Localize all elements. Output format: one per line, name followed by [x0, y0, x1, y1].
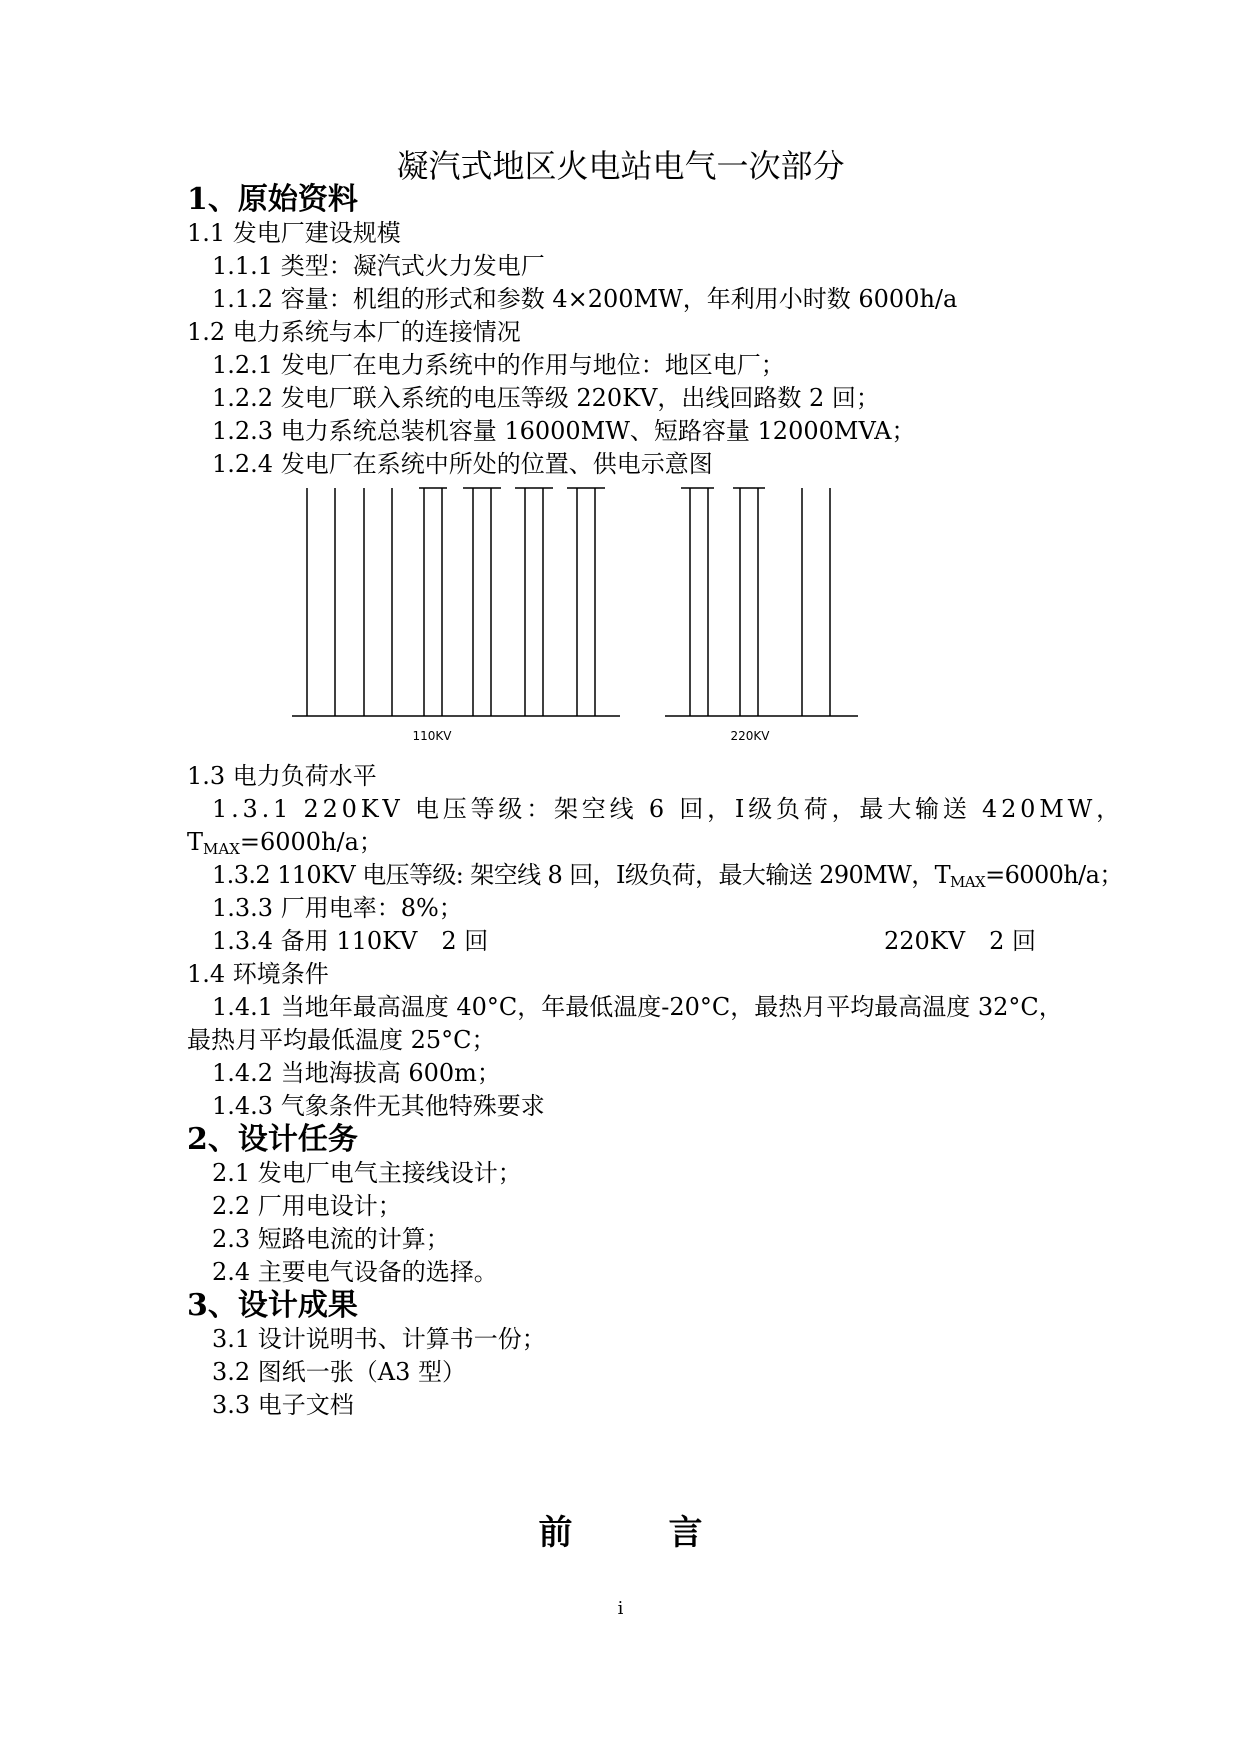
item-2-1: 2.1 发电厂电气主接线设计；: [212, 1159, 522, 1187]
item-1-2-4: 1.2.4 发电厂在系统中所处的位置、供电示意图: [212, 450, 713, 478]
item-1-4-1-cont: 最热月平均最低温度 25°C；: [187, 1026, 496, 1054]
item-2-3: 2.3 短路电流的计算；: [212, 1225, 450, 1253]
section-1-1-heading: 1.1 发电厂建设规模: [187, 219, 401, 247]
item-1-4-3: 1.4.3 气象条件无其他特殊要求: [212, 1092, 545, 1120]
section-2-heading: 2、设计任务: [187, 1122, 358, 1157]
item-1-2-2: 1.2.2 发电厂联入系统的电压等级 220KV，出线回路数 2 回；: [212, 384, 880, 412]
item-3-2: 3.2 图纸一张（A3 型）: [212, 1358, 467, 1386]
foreword-char-1: 前: [538, 1513, 573, 1553]
item-1-4-2: 1.4.2 当地海拔高 600m；: [212, 1059, 501, 1087]
section-1-heading: 1、原始资料: [187, 182, 358, 217]
section-3-heading: 3、设计成果: [187, 1288, 358, 1323]
item-1-3-2: 1.3.2 110KV 电压等级: 架空线 8 回，Ⅰ级负荷，最大输送 290MW，$T_{MAX}=6000h/a$；: [212, 861, 1123, 891]
section-1-2-heading: 1.2 电力系统与本厂的连接情况: [187, 318, 521, 346]
foreword-heading: [0, 1505, 1241, 1554]
section-1-3-heading: 1.3 电力负荷水平: [187, 762, 377, 790]
document-title: 凝汽式地区火电站电气一次部分: [396, 147, 845, 185]
item-1-1-2: 1.1.2 容量：机组的形式和参数 4×200MW，年利用小时数 6000h/a: [212, 285, 958, 313]
item-1-4-1: 1.4.1 当地年最高温度 40°C，年最低温度-20°C，最热月平均最高温度 32°C，: [212, 993, 1063, 1021]
item-1-3-1: 1.3.1 220KV 电压等级：架空线 6 回，Ⅰ级负荷，最大输送 420MW，: [212, 795, 1124, 823]
section-1-4-heading: 1.4 环境条件: [187, 960, 329, 988]
item-3-3: 3.3 电子文档: [212, 1391, 354, 1419]
bus-220kv-label: 220KV: [730, 729, 770, 743]
item-1-3-4-right: 220KV 2 回: [884, 927, 1036, 955]
power-supply-diagram: [0, 0, 1241, 760]
item-1-2-3: 1.2.3 电力系统总装机容量 16000MW、短路容量 12000MVA；: [212, 417, 916, 445]
item-1-3-1-tmax: $T_{MAX}=6000h/a$；: [187, 828, 383, 858]
item-1-1-1: 1.1.1 类型：凝汽式火力发电厂: [212, 252, 545, 280]
bus-110kv-label: 110KV: [412, 729, 452, 743]
item-2-2: 2.2 厂用电设计；: [212, 1192, 402, 1220]
item-3-1: 3.1 设计说明书、计算书一份；: [212, 1325, 546, 1353]
foreword-char-2: 言: [668, 1513, 703, 1553]
item-1-3-4-left: 1.3.4 备用 110KV 2 回: [212, 927, 489, 955]
page-number: i: [617, 1598, 624, 1619]
item-1-2-1: 1.2.1 发电厂在电力系统中的作用与地位：地区电厂；: [212, 351, 785, 379]
item-2-4: 2.4 主要电气设备的选择。: [212, 1258, 498, 1286]
diagram-lines: [292, 488, 858, 716]
item-1-3-3: 1.3.3 厂用电率：8%；: [212, 894, 463, 922]
